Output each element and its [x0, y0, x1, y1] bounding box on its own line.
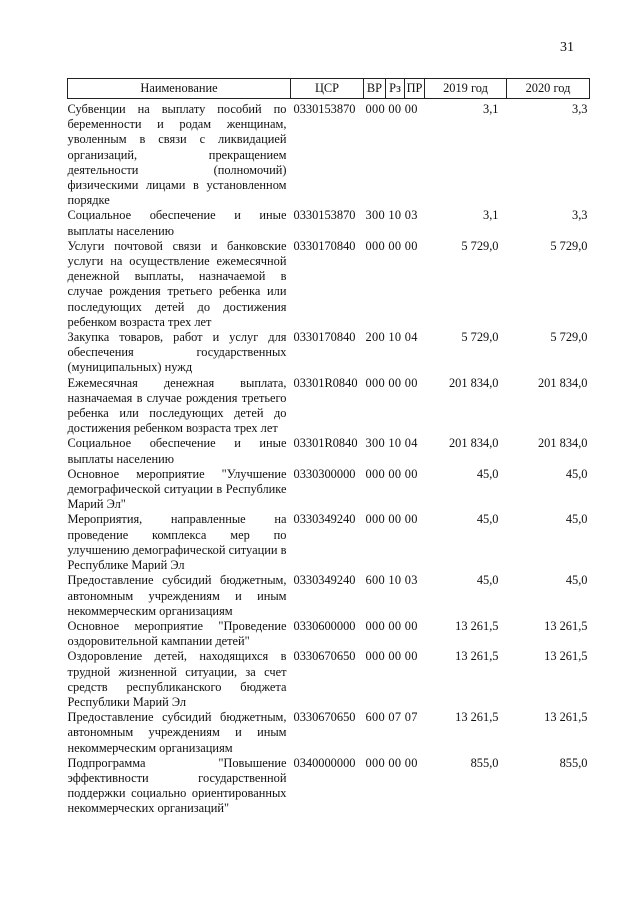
row-codes: 200 10 04: [365, 330, 418, 345]
table-row: [68, 512, 590, 573]
row-amount-2020: 201 834,0: [537, 436, 588, 451]
table-row: [68, 376, 590, 437]
row-name: Закупка товаров, работ и услуг для обеспечения государственных (муниципальных) нужд: [67, 330, 287, 375]
row-amount-2019: 201 834,0: [448, 375, 499, 390]
table-row: [68, 436, 590, 466]
header-vr: ВР: [364, 79, 386, 99]
row-amount-2020: 45,0: [565, 466, 588, 481]
table-row: [68, 710, 590, 756]
header-2019: 2019 год: [425, 79, 507, 99]
row-amount-2020: 13 261,5: [544, 710, 588, 725]
table-row: [68, 756, 590, 817]
row-amount-2020: 45,0: [565, 573, 588, 588]
row-amount-2019: 13 261,5: [455, 710, 499, 725]
row-amount-2020: 45,0: [565, 512, 588, 527]
row-csr: 03301R0840: [293, 375, 358, 390]
header-name: Наименование: [68, 79, 291, 99]
row-codes: 000 00 00: [365, 375, 418, 390]
row-name: Социальное обеспечение и иные выплаты населению: [67, 208, 287, 238]
row-amount-2019: 201 834,0: [448, 436, 499, 451]
row-csr: 0330349240: [293, 512, 356, 527]
table-row: [68, 467, 590, 513]
row-amount-2019: 5 729,0: [461, 238, 499, 253]
row-amount-2020: 13 261,5: [544, 649, 588, 664]
row-name: Социальное обеспечение и иные выплаты населению: [67, 436, 287, 466]
row-codes: 000 00 00: [365, 102, 418, 116]
row-codes: 000 00 00: [365, 618, 418, 633]
row-amount-2020: 5 729,0: [550, 330, 588, 345]
row-amount-2020: 855,0: [559, 755, 588, 770]
page-number: 31: [560, 40, 574, 55]
row-csr: 0330670650: [293, 710, 356, 725]
row-codes: 000 00 00: [365, 238, 418, 253]
row-codes: 300 10 04: [365, 436, 418, 451]
row-amount-2019: 13 261,5: [455, 618, 499, 633]
row-amount-2019: 3,1: [483, 102, 499, 116]
row-amount-2020: 3,3: [572, 102, 588, 116]
row-amount-2019: 5 729,0: [461, 330, 499, 345]
table-header-row: [68, 79, 590, 99]
table-body: [68, 99, 590, 817]
row-name: Основное мероприятие "Улучшение демографической ситуации в Республике Марий Эл": [67, 466, 287, 512]
header-rz: Рз: [386, 79, 405, 99]
row-name: Услуги почтовой связи и банковские услуги на осуществление ежемесячной денежной выплаты, назначаемой в случае рождения третьего ребенка или последующих детей до достижения ребенком возраста трех лет: [67, 238, 287, 329]
row-name: Ежемесячная денежная выплата, назначаемая в случае рождения третьего ребенка или последующих детей до достижения ребенком возраста трех лет: [67, 375, 287, 436]
row-csr: 0330170840: [293, 238, 356, 253]
row-amount-2019: 45,0: [476, 512, 499, 527]
row-csr: 03301R0840: [293, 436, 358, 451]
row-codes: 600 10 03: [365, 573, 418, 588]
row-name: Основное мероприятие "Проведение оздоровительной кампании детей": [67, 618, 287, 649]
row-codes: 000 00 00: [365, 466, 418, 481]
budget-table: [67, 78, 590, 817]
row-name: Предоставление субсидий бюджетным, автономным учреждениям и иным некоммерческим организациям: [67, 710, 287, 755]
row-amount-2019: 13 261,5: [455, 649, 499, 664]
row-name: Субвенции на выплату пособий по беременности и родам женщинам, уволенным в связи с ликвидацией организаций, прекращением деятельности (полномочий) физическими лицами в установленном порядке: [67, 102, 287, 208]
row-amount-2020: 201 834,0: [537, 375, 588, 390]
row-csr: 0330600000: [293, 618, 356, 633]
row-codes: 600 07 07: [365, 710, 418, 725]
row-csr: 0330153870: [293, 208, 356, 223]
table-row: [68, 619, 590, 649]
row-amount-2020: 13 261,5: [544, 618, 588, 633]
table-row: [68, 649, 590, 710]
row-amount-2019: 45,0: [476, 573, 499, 588]
row-amount-2019: 45,0: [476, 466, 499, 481]
row-codes: 300 10 03: [365, 208, 418, 223]
row-amount-2020: 3,3: [572, 208, 588, 223]
header-csr: ЦСР: [291, 79, 364, 99]
row-amount-2019: 855,0: [470, 755, 499, 770]
row-name: Подпрограмма "Повышение эффективности государственной поддержки социально ориентированных некоммерческих организаций": [67, 755, 287, 816]
header-pr: ПР: [405, 79, 425, 99]
table-row: [68, 573, 590, 619]
table-row: [68, 99, 590, 209]
row-name: Мероприятия, направленные на проведение комплекса мер по улучшению демографической ситуации в Республике Марий Эл: [67, 512, 287, 573]
row-csr: 0330300000: [293, 466, 356, 481]
row-csr: 0340000000: [293, 755, 356, 770]
row-codes: 000 00 00: [365, 512, 418, 527]
row-amount-2020: 5 729,0: [550, 238, 588, 253]
row-csr: 0330670650: [293, 649, 356, 664]
row-csr: 0330170840: [293, 330, 356, 345]
row-name: Предоставление субсидий бюджетным, автономным учреждениям и иным некоммерческим организациям: [67, 573, 287, 618]
header-2020: 2020 год: [507, 79, 590, 99]
table-row: [68, 330, 590, 376]
row-codes: 000 00 00: [365, 649, 418, 664]
table-row: [68, 239, 590, 330]
row-csr: 0330153870: [293, 102, 356, 116]
row-csr: 0330349240: [293, 573, 356, 588]
row-amount-2019: 3,1: [483, 208, 499, 223]
table-row: [68, 208, 590, 238]
row-codes: 000 00 00: [365, 755, 418, 770]
row-name: Оздоровление детей, находящихся в трудной жизненной ситуации, за счет средств республиканского бюджета Республики Марий Эл: [67, 649, 287, 709]
